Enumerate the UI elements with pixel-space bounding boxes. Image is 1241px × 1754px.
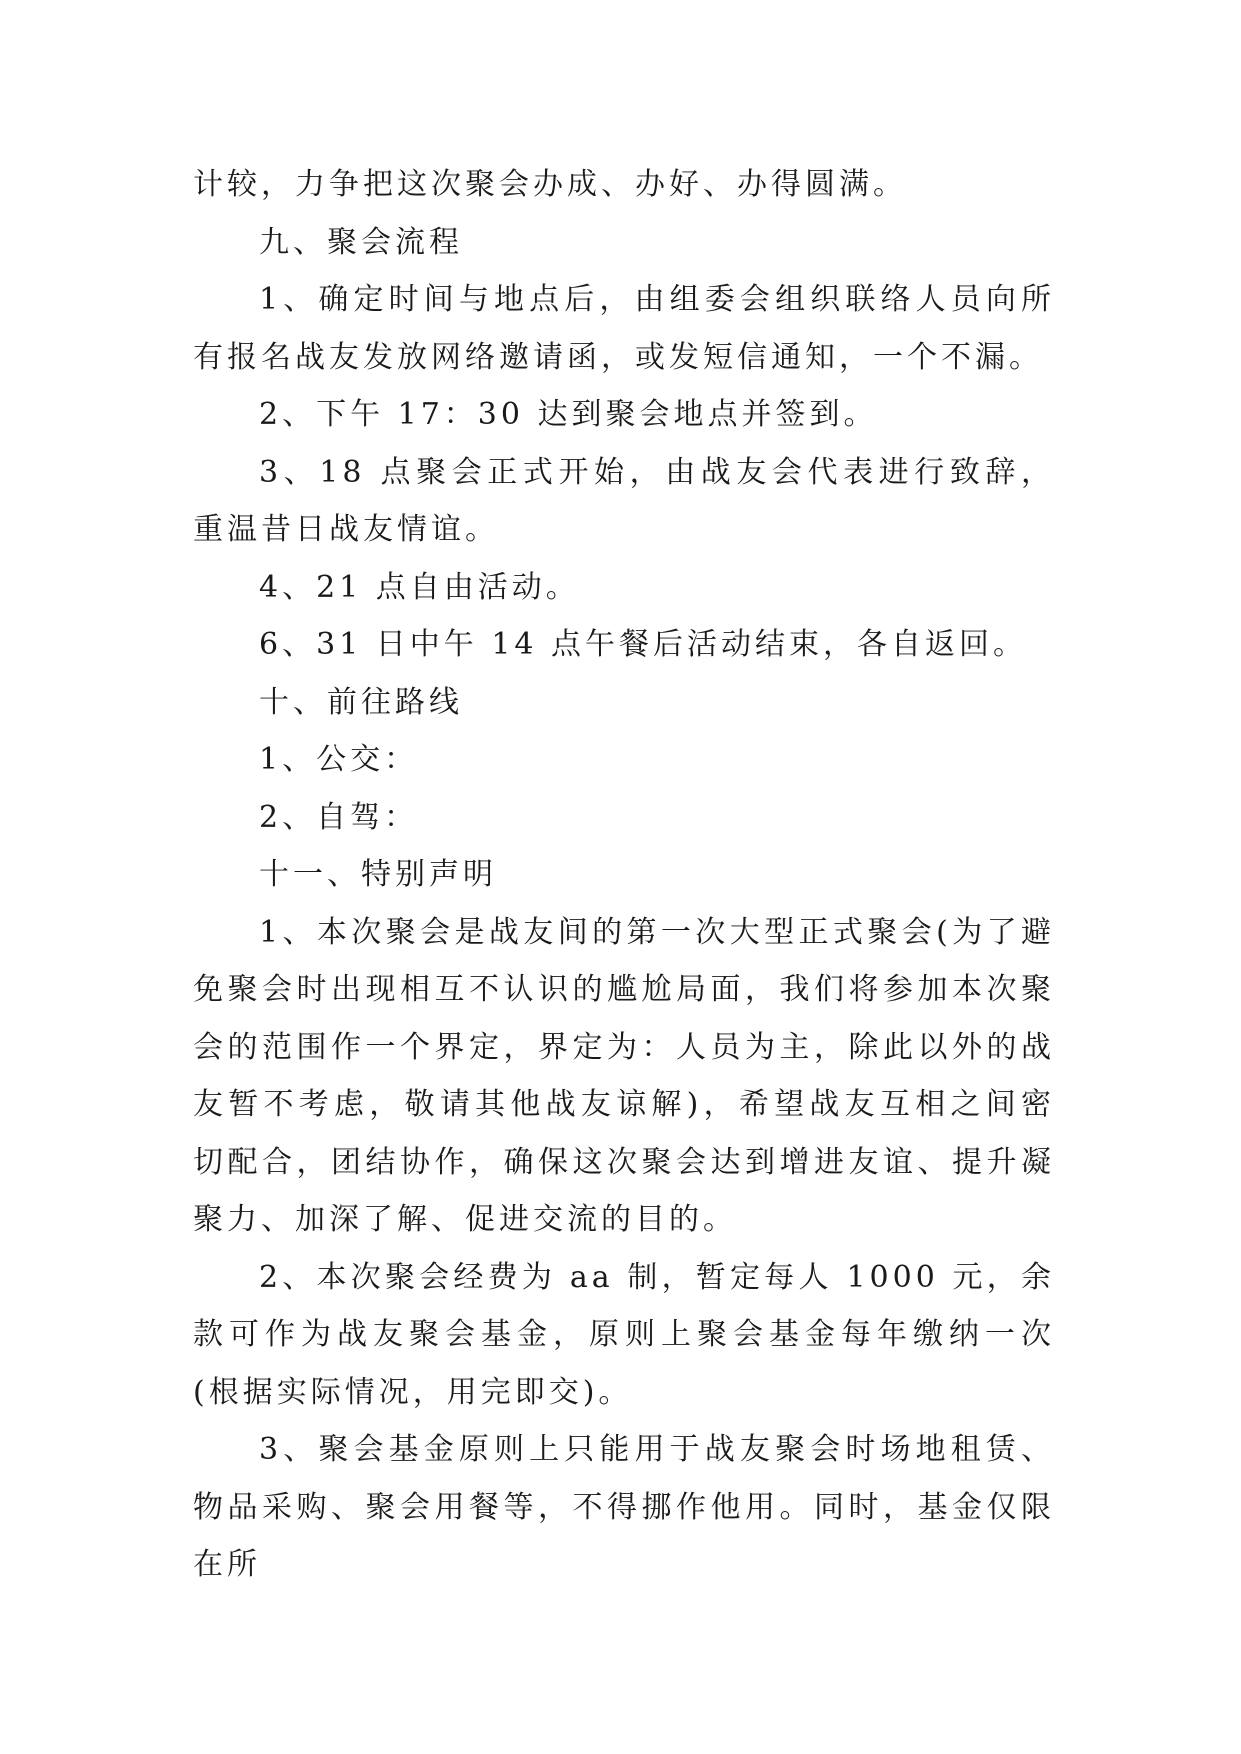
- paragraph-item: 2、本次聚会经费为 aa 制，暂定每人 1000 元，余款可作为战友聚会基金，原则上聚会基金每年缴纳一次(根据实际情况，用完即交)。: [193, 1259, 1055, 1410]
- paragraph-item: 2、自驾：: [259, 799, 419, 835]
- document-body: [193, 156, 1055, 1594]
- paragraph-item: 1、确定时间与地点后，由组委会组织联络人员向所有报名战友发放网络邀请函，或发短信通知，一个不漏。: [193, 282, 1055, 375]
- paragraph-item: 3、18 点聚会正式开始，由战友会代表进行致辞，重温昔日战友情谊。: [193, 454, 1055, 547]
- section-heading-route: 十、前往路线: [259, 684, 463, 720]
- paragraph-continuation: 计较，力争把这次聚会办成、办好、办得圆满。: [193, 167, 907, 202]
- section-heading-gathering-process: 九、聚会流程: [259, 224, 463, 260]
- section-heading-special-statement: 十一、特别声明: [259, 857, 497, 892]
- paragraph-item: 1、公交：: [259, 742, 419, 777]
- paragraph-item: 4、21 点自由活动。: [259, 569, 580, 605]
- paragraph-item: 1、本次聚会是战友间的第一次大型正式聚会(为了避免聚会时出现相互不认识的尴尬局面，我们将参加本次聚会的范围作一个界定，界定为：人员为主，除此以外的战友暂不考虑，敬请其他战友谅解)，希望战友互相之间密切配合，团结协作，确保这次聚会达到增进友谊、提升凝聚力、加深了解、促进交流的目的。: [193, 914, 1055, 1237]
- paragraph-item: 6、31 日中午 14 点午餐后活动结束，各自返回。: [259, 627, 1028, 662]
- paragraph-item: 2、下午 17：30 达到聚会地点并签到。: [259, 397, 878, 432]
- paragraph-item: 3、聚会基金原则上只能用于战友聚会时场地租赁、物品采购、聚会用餐等，不得挪作他用。同时，基金仅限在所: [193, 1432, 1055, 1582]
